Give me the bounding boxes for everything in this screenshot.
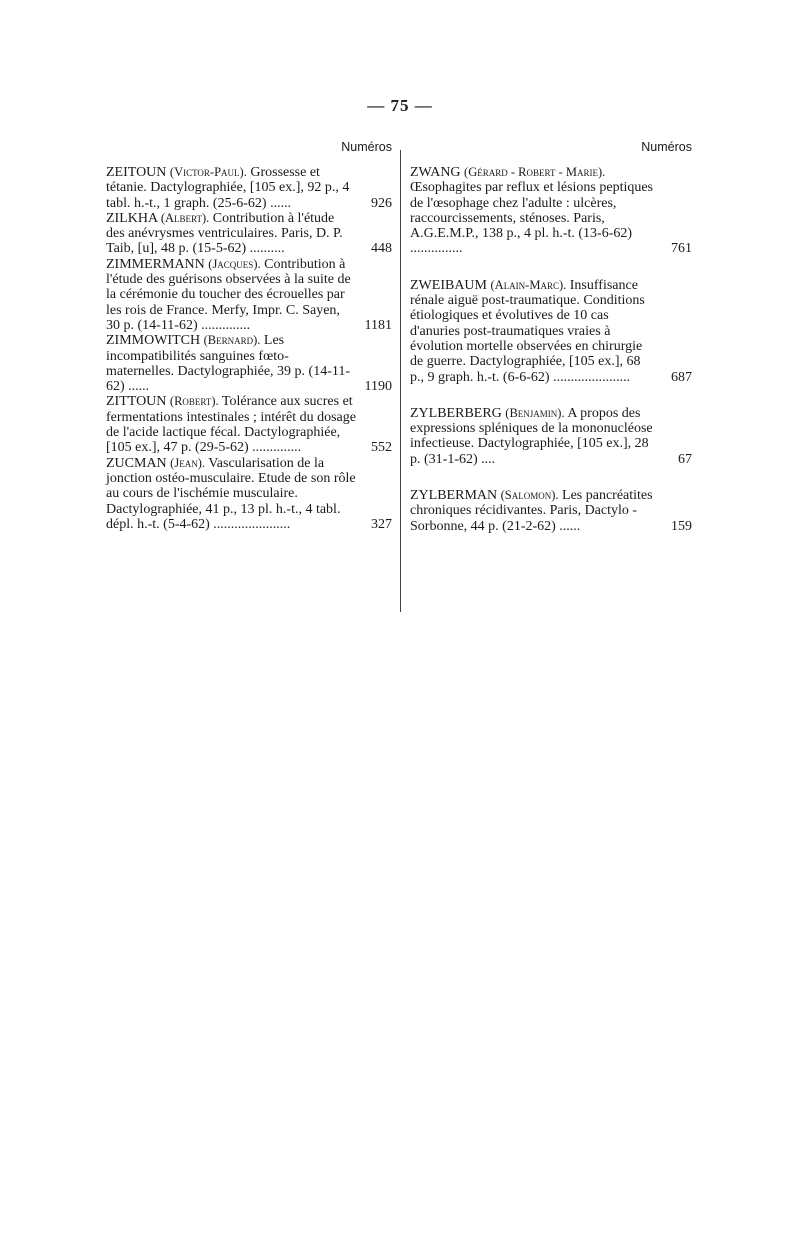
entry-number: 1181 [364, 317, 392, 333]
list-item [106, 165, 392, 211]
entry-text: Contribution à l'étude des anévrysmes ventriculaires. Paris, D. P. Taib, [u], 48 p. (15-5-62) .......... [106, 210, 343, 257]
entry-author: ZYLBERMAN [410, 488, 498, 504]
entry-number: 926 [371, 195, 392, 211]
entry-text: Grossesse et tétanie. Dactylographiée, [105 ex.], 92 p., 4 tabl. h.-t., 1 graph. (25-6-62) ...... [106, 165, 350, 211]
entry-author: ZEITOUN [106, 165, 167, 180]
column-header: Numéros [641, 140, 692, 154]
list-item [106, 394, 392, 455]
entry-number: 67 [678, 451, 692, 467]
list-item [106, 333, 392, 394]
entry-text: A propos des expressions spléniques de la mononucléose infectieuse. Dactylographiée, [105 ex.], 28 p. (31-1-62) .... [410, 405, 653, 467]
entry-text: Vascularisation de la jonction ostéo-musculaire. Etude de son rôle au cours de l'ischémie musculaire. Dactylographiée, 41 p., 13 pl. h.-t., 4 tabl. dépl. h.-t. (5-4-62) ...................... [106, 455, 356, 532]
page-number: — 75 — [367, 96, 433, 115]
entry-given-name: (Jean). [170, 455, 205, 470]
entry-given-name: (Robert). [169, 394, 219, 409]
entry-author: ZITTOUN [106, 394, 167, 410]
entry-given-name: (Jacques). [208, 256, 261, 271]
list-item [106, 211, 392, 257]
entry-text: Œsophagites par reflux et lésions peptiques de l'œsophage chez l'adulte : ulcères, raccourcissements, sténoses. Paris, A.G.E.M.P., 138 p., 4 pl. h.-t. (13-6-62) ............... [410, 180, 654, 257]
entry-author: ZWANG [410, 165, 461, 180]
entry-author: ZUCMAN [106, 455, 167, 471]
entry-author: ZIMMERMANN [106, 256, 205, 272]
entry-given-name: (Benjamin). [505, 405, 565, 420]
column-divider [400, 150, 401, 612]
entry-author: ZYLBERBERG [410, 405, 502, 421]
entry-number: 552 [371, 440, 392, 456]
entry-number: 1190 [364, 379, 392, 395]
entry-text: Insuffisance rénale aiguë post-traumatique. Conditions étiologiques et évolutives de 10 cas d'anuries post-traumatiques vraies à évolution mortelle observées en chirurgie de guerre. Dactylographiée, [105 ex.], 68 p., 9 graph. h.-t. (6-6-62) ...................... [410, 277, 645, 385]
entry-given-name: (Salomon). [500, 488, 559, 503]
list-item [410, 165, 692, 257]
list-item [410, 278, 692, 385]
left-column [106, 140, 392, 532]
list-item [410, 406, 692, 467]
entry-number: 159 [671, 518, 692, 534]
entry-number: 327 [371, 516, 392, 532]
entry-text: Les pancréatites chroniques récidivantes. Paris, Dactylo - Sorbonne, 44 p. (21-2-62) ...... [410, 488, 653, 534]
entry-given-name: (Bernard). [203, 333, 261, 348]
entry-text: Les incompatibilités sanguines fœto-maternelles. Dactylographiée, 39 p. (14-11-62) ...... [106, 333, 351, 395]
entry-number: 448 [371, 241, 392, 257]
right-column [410, 140, 692, 555]
entry-author: ZIMMOWITCH [106, 333, 201, 349]
entry-author: ZWEIBAUM [410, 277, 487, 293]
entry-number: 761 [671, 241, 692, 257]
entry-given-name: (Victor-Paul). [169, 165, 247, 179]
list-item [106, 456, 392, 532]
column-header: Numéros [341, 140, 392, 154]
entry-number: 687 [671, 369, 692, 385]
entry-author: ZILKHA [106, 210, 158, 226]
entry-text: Contribution à l'étude des guérisons observées à la suite de la cérémonie du toucher des écrouelles par les rois de France. Merfy, Impr. C. Sayen, 30 p. (14-11-62) .............. [106, 256, 351, 333]
entry-given-name: (Alain-Marc). [490, 277, 567, 292]
list-item [410, 488, 692, 534]
entry-text: Tolérance aux sucres et fermentations intestinales ; intérêt du dosage de l'acide lactique fécal. Dactylographiée, [105 ex.], 47 p. (29-5-62) .............. [106, 394, 356, 456]
list-item [106, 257, 392, 333]
entry-given-name: (Gérard - Robert - Marie). [464, 165, 606, 179]
entry-given-name: (Albert). [160, 210, 210, 225]
